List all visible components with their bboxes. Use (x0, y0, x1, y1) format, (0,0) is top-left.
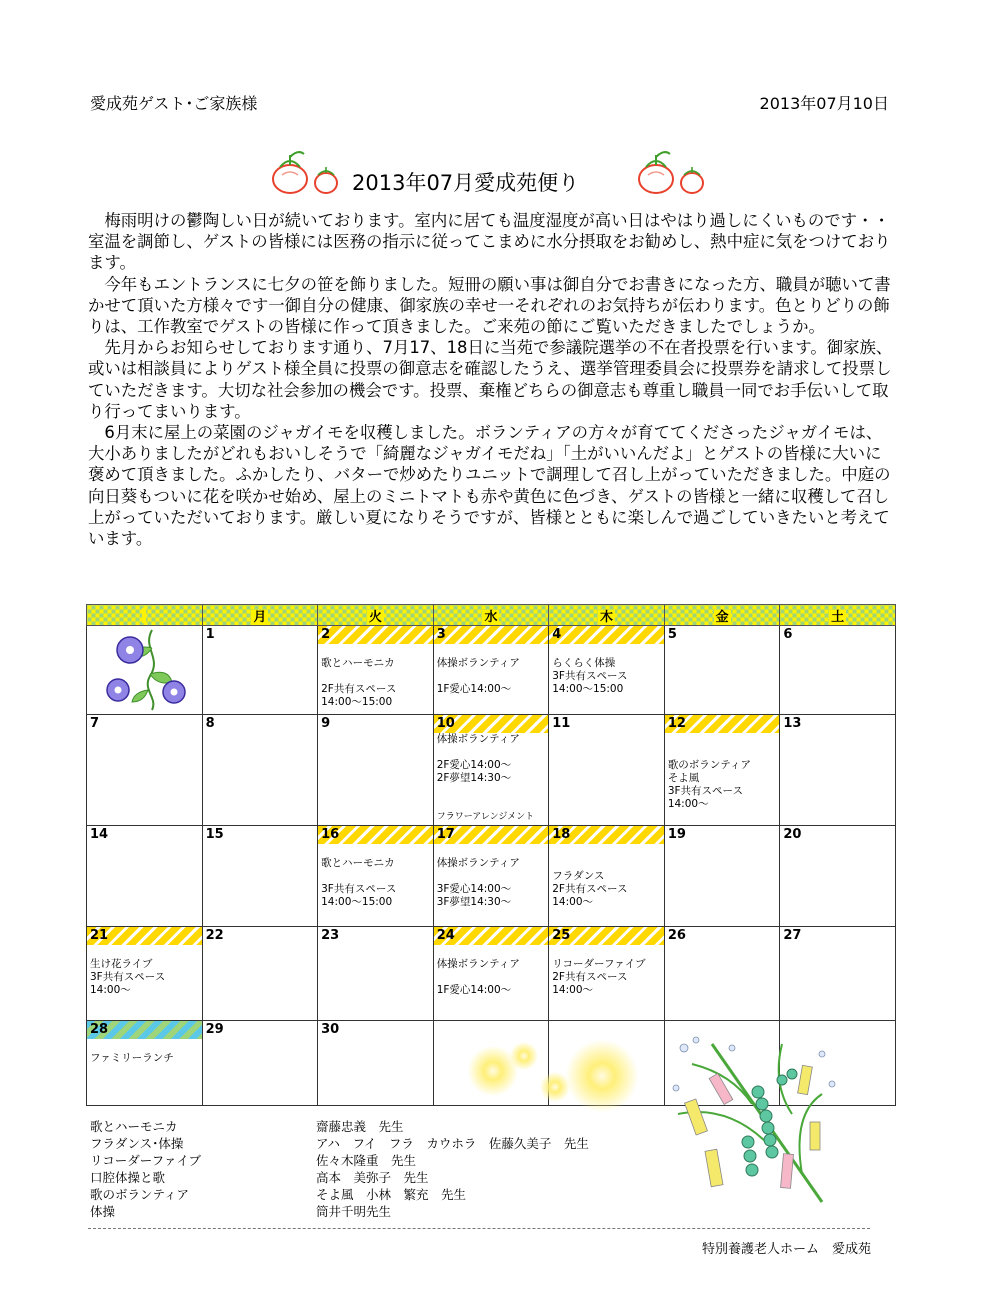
calendar-day-cell (549, 826, 665, 927)
event-line (437, 746, 546, 759)
day-number: 28 (87, 1021, 202, 1039)
event-line: 2F共有スペース (552, 883, 628, 895)
calendar-week-row (87, 715, 896, 826)
event-details (87, 945, 202, 997)
day-number: 13 (783, 716, 802, 731)
calendar-day-cell (87, 826, 203, 927)
event-line (552, 844, 661, 857)
day-number: 8 (205, 716, 215, 731)
event-line (437, 971, 546, 984)
day-number (549, 1021, 664, 1039)
event-line: 1F愛心14:00～ (436, 683, 512, 695)
calendar-day-cell (664, 927, 780, 1021)
day-number: 11 (552, 716, 571, 731)
calendar-day-cell (202, 626, 318, 715)
paragraph: 梅雨明けの鬱陶しい日が続いております。室内に居ても温度湿度が高い日はやはり過しにくいものです・・室温を調節し、ゲストの皆様には医務の指示に従ってこまめに水分摂取をお勧めし、熱中症に気をつけております。 (88, 211, 891, 273)
event-line (437, 945, 546, 958)
event-line: 14:00～15:00 (321, 696, 393, 708)
day-number: 29 (205, 1022, 224, 1037)
day-number: 23 (321, 928, 340, 943)
activity-name: フラダンス･体操 (90, 1136, 184, 1151)
activity-list (90, 1118, 201, 1220)
day-number: 5 (667, 627, 677, 642)
calendar-day-cell (87, 1021, 203, 1106)
activity-name: 体操 (90, 1204, 116, 1219)
event-line (552, 857, 661, 870)
calendar-day-cell (433, 715, 549, 826)
calendar-day-cell (780, 626, 896, 715)
day-number: 17 (434, 826, 549, 844)
calendar-day-cell (433, 927, 549, 1021)
event-line: 14:00～15:00 (552, 683, 624, 695)
event-details (549, 945, 664, 997)
event-line (90, 1039, 199, 1052)
footer-org-name: 特別養護老人ホーム 愛成苑 (701, 1242, 871, 1257)
day-number: 25 (549, 927, 664, 945)
day-number: 22 (205, 928, 224, 943)
event-details (434, 945, 549, 997)
calendar-day-cell (433, 626, 549, 715)
day-number (434, 1021, 549, 1039)
event-line: 歌とハーモニカ (321, 657, 395, 669)
event-line: 14:00～ (552, 896, 594, 908)
event-line: 体操ボランティア (436, 733, 520, 745)
event-line: 3F共有スペース (90, 971, 166, 983)
tomato-icon (634, 145, 718, 197)
event-line: 生け花ライブ (90, 958, 153, 970)
day-number: 1 (205, 627, 215, 642)
event-line: リコーダーファイブ (552, 958, 646, 970)
event-line: 3F共有スペース (667, 785, 744, 797)
event-line (437, 844, 546, 857)
event-line (321, 844, 430, 857)
title-banner (268, 145, 718, 200)
issue-date: 2013年07月10日 (759, 94, 889, 113)
event-line: 3F愛心14:00～ (436, 883, 512, 895)
teacher-name: 佐々木隆重 先生 (316, 1153, 417, 1168)
letter-body (88, 210, 896, 580)
day-number: 20 (783, 827, 802, 842)
day-number: 12 (665, 715, 780, 733)
tomato-icon (268, 145, 352, 197)
calendar-day-cell (202, 1021, 318, 1106)
event-details (549, 644, 664, 696)
calendar-day-cell (202, 927, 318, 1021)
day-number: 14 (90, 827, 109, 842)
weekday-header: 金 (664, 605, 780, 626)
calendar-day-cell (318, 715, 434, 826)
page-title: 2013年07月愛成苑便り (352, 171, 580, 195)
event-details (318, 844, 433, 909)
paragraph: 今年もエントランスに七夕の笹を飾りました。短冊の願い事は御自分でお書きになった方、職員が聴いて書かせて頂いた方様々です一御自分の健康、御家族の幸せ一それぞれのお気持ちが伝わります。色とりどりの飾りは、工作教室でゲストの皆様に作って頂きました。ご来苑の節にご覧いただきましたでしょうか。 (88, 274, 891, 337)
event-line: 14:00～ (667, 798, 709, 810)
event-details (434, 844, 549, 909)
day-number: 10 (434, 715, 549, 733)
calendar-week-row (87, 826, 896, 927)
firefly-glow-icon (566, 1040, 638, 1112)
event-line: 3F夢望14:30～ (436, 896, 512, 908)
event-line-small: フラワーアレンジメント (436, 812, 535, 822)
activity-name: 歌のボランティア (90, 1187, 190, 1202)
calendar-day-cell (433, 826, 549, 927)
event-line: フラダンス (552, 870, 605, 882)
calendar-day-cell (780, 826, 896, 927)
event-details (318, 644, 433, 709)
addressee: 愛成苑ゲスト･ご家族様 (90, 94, 258, 113)
event-line: らくらく体操 (552, 657, 616, 669)
event-line: そよ風 (667, 772, 700, 784)
event-line: 14:00～15:00 (321, 896, 393, 908)
event-line (437, 798, 546, 811)
calendar-day-cell (202, 715, 318, 826)
event-line: 14:00～ (90, 984, 131, 996)
day-number: 27 (783, 928, 802, 943)
event-line (437, 870, 546, 883)
event-line: 2F愛心14:00～ (436, 759, 512, 771)
event-line (668, 733, 777, 746)
event-line (552, 945, 661, 958)
event-line (321, 644, 430, 657)
day-number: 2 (318, 626, 433, 644)
weekday-header: 月 (202, 605, 318, 626)
calendar-day-cell (549, 626, 665, 715)
paragraph: 6月末に屋上の菜園のジャガイモを収穫しました。ボランティアの方々が育ててくださったジャガイモは、大小ありましたがどれもおいしそうで「綺麗なジャガイモだね」「土がいいんだよ」とゲストの皆様に大いに褒めて頂きました。ふかしたり、バターで炒めたりユニットで調理して召し上がっていただきました。中庭の向日葵もついに花を咲かせ始め、屋上のミニトマトも赤や黄色に色づき、ゲストの皆様と一緒に収穫して召し上がっていただいております。厳しい夏になりそうですが、皆様とともに楽しんで過ごしていきたいと考えています。 (88, 423, 891, 549)
event-line (321, 670, 430, 683)
weekday-header: 水 (433, 605, 549, 626)
event-line: 2F共有スペース (321, 683, 397, 695)
calendar-day-cell (318, 626, 434, 715)
event-details (434, 733, 549, 824)
event-details (549, 844, 664, 909)
event-details (87, 1039, 202, 1065)
event-line: 3F共有スペース (321, 883, 397, 895)
calendar-day-cell (318, 927, 434, 1021)
day-number: 18 (549, 826, 664, 844)
event-line: 1F愛心14:00～ (436, 984, 512, 996)
calendar-day-cell (549, 927, 665, 1021)
event-line: 体操ボランティア (436, 958, 520, 970)
calendar (86, 604, 896, 1106)
event-line (668, 746, 777, 759)
day-number: 3 (434, 626, 549, 644)
weekday-header: 土 (780, 605, 896, 626)
teacher-name: 齋藤忠義 先生 (316, 1119, 404, 1134)
calendar-day-cell (318, 826, 434, 927)
event-line: ファミリーランチ (90, 1052, 174, 1064)
event-line: 2F夢望14:30～ (436, 772, 512, 784)
calendar-week-row (87, 626, 896, 715)
day-number: 21 (87, 927, 202, 945)
calendar-day-cell (664, 626, 780, 715)
teacher-name: アハ フイ フラ カウホラ 佐藤久美子 先生 (316, 1136, 589, 1151)
firefly-glow-icon (510, 1042, 538, 1070)
weekday-header (87, 605, 203, 626)
morning-glory-icon (102, 628, 192, 712)
calendar-day-cell (87, 715, 203, 826)
event-line: 2F共有スペース (552, 971, 628, 983)
calendar-day-cell (664, 715, 780, 826)
event-line (552, 644, 661, 657)
teacher-name: 筒井千明先生 (316, 1204, 392, 1219)
footer-divider (88, 1228, 870, 1229)
calendar-day-cell (202, 826, 318, 927)
day-number: 9 (321, 716, 331, 731)
event-line: 体操ボランティア (436, 657, 520, 669)
tanabata-bamboo-icon (672, 1034, 842, 1209)
day-number: 6 (783, 627, 793, 642)
teacher-list (316, 1118, 589, 1220)
event-line: 歌とハーモニカ (321, 857, 395, 869)
calendar-day-cell (780, 927, 896, 1021)
day-number: 15 (205, 827, 224, 842)
event-line (321, 870, 430, 883)
event-line: 歌のボランティア (667, 759, 751, 771)
day-number: 19 (667, 827, 686, 842)
calendar-day-cell (780, 715, 896, 826)
activity-name: 口腔体操と歌 (90, 1170, 166, 1185)
event-line: 体操ボランティア (436, 857, 520, 869)
weekday-header-row (87, 605, 896, 626)
event-line: 14:00～ (552, 984, 594, 996)
day-number: 26 (667, 928, 686, 943)
event-line (437, 670, 546, 683)
calendar-day-cell (318, 1021, 434, 1106)
event-line (437, 785, 546, 798)
calendar-day-cell (549, 715, 665, 826)
day-number: 4 (549, 626, 664, 644)
event-line (437, 644, 546, 657)
day-number: 16 (318, 826, 433, 844)
event-line: 3F共有スペース (552, 670, 628, 682)
activity-name: リコーダーファイブ (90, 1153, 202, 1168)
teacher-name: そよ風 小林 繁充 先生 (316, 1187, 467, 1202)
day-number: 7 (90, 716, 100, 731)
teacher-name: 高本 美弥子 先生 (316, 1170, 429, 1185)
weekday-header: 火 (318, 605, 434, 626)
day-number: 24 (434, 927, 549, 945)
day-number: 30 (321, 1022, 340, 1037)
paragraph: 先月からお知らせしております通り、7月17、18日に当苑で参議院選挙の不在者投票を行います。御家族、或いは相談員によりゲスト様全員に投票の御意志を確認したうえ、選挙管理委員会に投票券を請求して投票していただきます。大切な社会参加の機会です。投票、棄権どちらの御意志も尊重し職員一同でお手伝いして取り行ってまいります。 (88, 338, 893, 421)
weekday-header: 木 (549, 605, 665, 626)
activity-name: 歌とハーモニカ (90, 1119, 178, 1134)
event-details (665, 733, 780, 811)
event-line (90, 945, 199, 958)
calendar-week-row (87, 927, 896, 1021)
event-details (434, 644, 549, 696)
calendar-day-cell (664, 826, 780, 927)
calendar-day-cell (87, 927, 203, 1021)
